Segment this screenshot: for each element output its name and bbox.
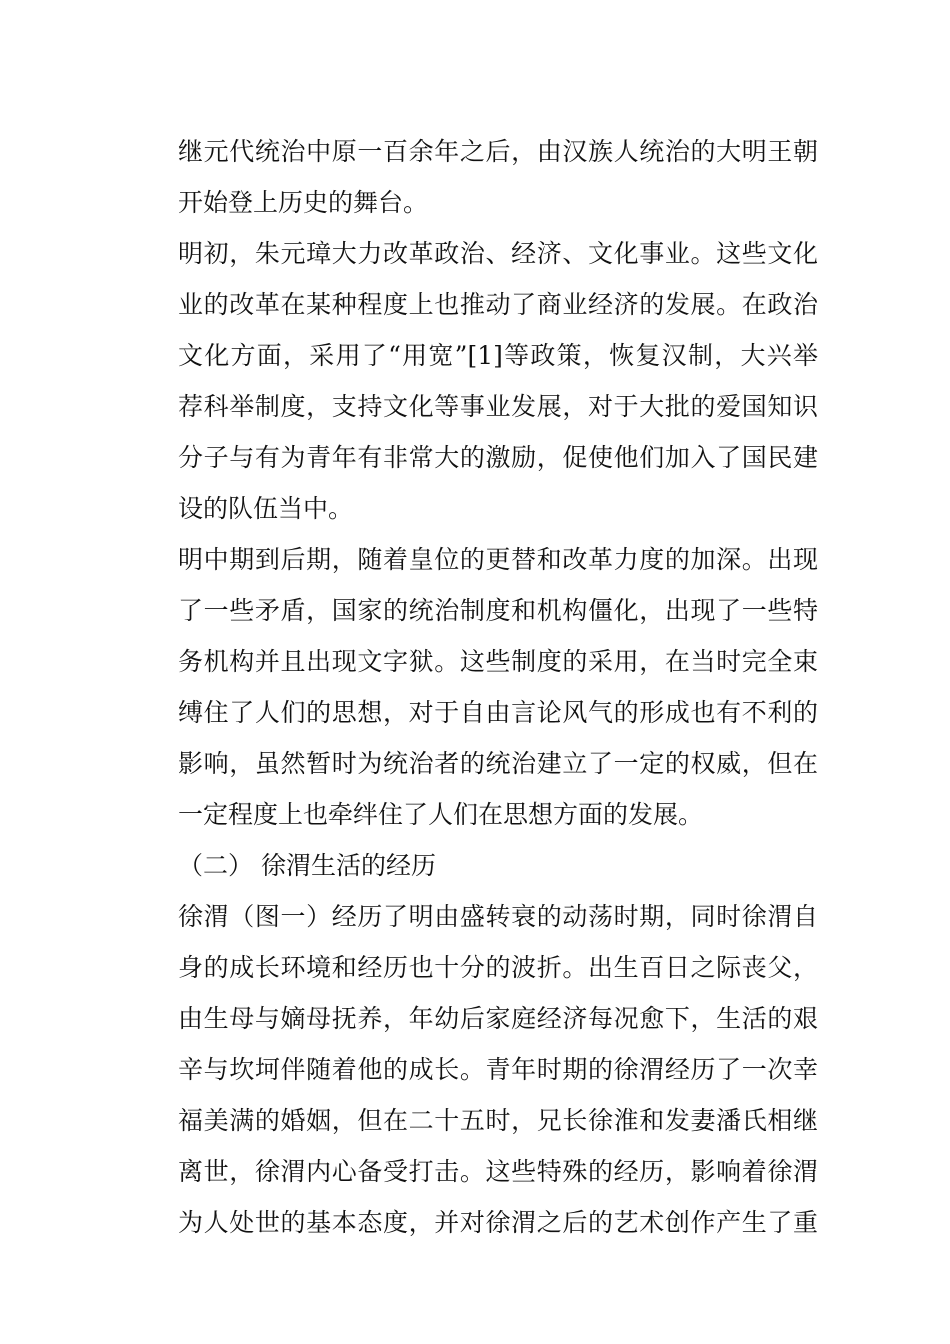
text-line: 福美满的婚姻，但在二十五时，兄长徐淮和发妻潘氏相继 xyxy=(178,1106,818,1135)
text-line: 离世，徐渭内心备受打击。这些特殊的经历，影响着徐渭 xyxy=(178,1157,818,1186)
text-line: 辛与坎坷伴随着他的成长。青年时期的徐渭经历了一次幸 xyxy=(178,1055,818,1084)
text-line: 继元代统治中原一百余年之后，由汉族人统治的大明王朝 xyxy=(178,137,818,166)
text-line: 身的成长环境和经历也十分的波折。出生百日之际丧父， xyxy=(178,953,818,982)
text-line: 由生母与嫡母抚养，年幼后家庭经济每况愈下，生活的艰 xyxy=(178,1004,818,1033)
text-line: 业的改革在某种程度上也推动了商业经济的发展。在政治 xyxy=(178,290,818,319)
text-line: 文化方面，采用了“用宽”[1]等政策，恢复汉制，大兴举 xyxy=(178,341,818,370)
text-line: 明中期到后期，随着皇位的更替和改革力度的加深。出现 xyxy=(178,545,818,574)
document-body xyxy=(178,126,818,1248)
section-heading: （二） 徐渭生活的经历 xyxy=(178,851,436,880)
text-line: 徐渭（图一）经历了明由盛转衰的动荡时期，同时徐渭自 xyxy=(178,902,818,931)
text-line: 缚住了人们的思想，对于自由言论风气的形成也有不利的 xyxy=(178,698,818,727)
text-line: 务机构并且出现文字狱。这些制度的采用，在当时完全束 xyxy=(178,647,818,676)
text-line: 为人处世的基本态度，并对徐渭之后的艺术创作产生了重 xyxy=(178,1208,818,1237)
text-line: 荐科举制度，支持文化等事业发展，对于大批的爱国知识 xyxy=(178,392,818,421)
text-line: 一定程度上也牵绊住了人们在思想方面的发展。 xyxy=(178,800,704,829)
text-line: 明初，朱元璋大力改革政治、经济、文化事业。这些文化 xyxy=(178,239,818,268)
text-line: 影响，虽然暂时为统治者的统治建立了一定的权威，但在 xyxy=(178,749,818,778)
text-line: 分子与有为青年有非常大的激励，促使他们加入了国民建 xyxy=(178,443,818,472)
text-line: 开始登上历史的舞台。 xyxy=(178,188,429,217)
text-line: 设的队伍当中。 xyxy=(178,494,354,523)
text-line: 了一些矛盾，国家的统治制度和机构僵化，出现了一些特 xyxy=(178,596,818,625)
